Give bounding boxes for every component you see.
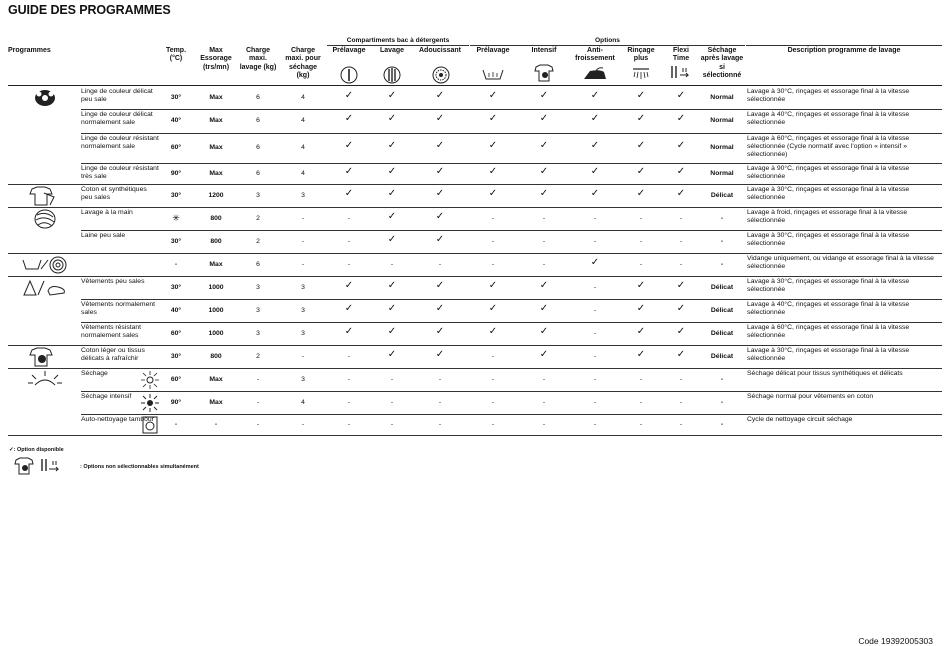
- cell-c3: -: [438, 420, 442, 428]
- cell-o3: -: [593, 283, 597, 291]
- cell-c2: -: [390, 375, 394, 383]
- cell-load: 3: [256, 191, 260, 199]
- check-icon: ✓: [539, 348, 549, 360]
- cell-after: -: [720, 260, 724, 268]
- cell-load: 6: [256, 260, 260, 268]
- cell-after: Normal: [710, 169, 734, 177]
- cell-after: Délicat: [710, 191, 734, 199]
- row-divider: [81, 276, 942, 277]
- check-icon: ✓: [387, 302, 397, 314]
- row-divider: [81, 133, 942, 134]
- tub-icon: [480, 64, 506, 84]
- row-divider: [81, 207, 942, 208]
- cell-spin: Max: [209, 117, 223, 124]
- row-divider: [81, 322, 942, 323]
- check-icon: ✓: [636, 279, 646, 291]
- cell-spin: 1000: [208, 283, 224, 291]
- check-icon: ✓: [387, 233, 397, 245]
- cell-after: -: [720, 214, 724, 222]
- check-icon: ✓: [539, 140, 549, 151]
- programme-description: Lavage à froid, rinçages et essorage final à la vitesse sélectionnée: [747, 209, 908, 224]
- cell-spin: Max: [209, 144, 223, 151]
- cell-o1: -: [491, 352, 495, 360]
- synthetics-icon: [20, 277, 70, 299]
- drying-sun-icon: [20, 369, 70, 391]
- row-divider: [81, 414, 942, 415]
- group-divider: [8, 207, 81, 208]
- programme-name: Lavage à la main: [81, 209, 133, 216]
- cell-o3: -: [593, 306, 597, 314]
- check-icon: ✓: [344, 302, 354, 314]
- cell-o1: -: [491, 237, 495, 245]
- header-intensive: Intensif: [531, 47, 557, 54]
- header-prewash-opt: Prélavage: [476, 47, 510, 54]
- cell-o4: -: [639, 420, 643, 428]
- cell-c3: -: [438, 375, 442, 383]
- check-icon: ✓: [590, 187, 600, 199]
- group-divider: [8, 345, 81, 346]
- drum-clean-icon: [140, 415, 160, 435]
- programme-description: Séchage délicat pour tissus synthétiques et délicats: [747, 370, 903, 377]
- cell-c1: -: [347, 214, 351, 222]
- drain-spin-icon: [20, 254, 70, 276]
- cell-load: -: [256, 420, 260, 428]
- cell-dry: 4: [301, 93, 305, 101]
- group-compartments: Compartiments bac à détergents: [346, 37, 450, 44]
- programme-description: Séchage normal pour vêtements en coton: [747, 393, 874, 400]
- check-icon: ✓: [387, 325, 397, 337]
- cell-o5: -: [679, 375, 683, 383]
- check-icon: ✓: [676, 325, 686, 337]
- cell-o5: -: [679, 214, 683, 222]
- check-icon: ✓: [488, 113, 498, 124]
- cell-o4: -: [639, 398, 643, 406]
- row-divider: [81, 163, 942, 164]
- cell-c2: -: [390, 260, 394, 268]
- cell-o2: -: [542, 420, 546, 428]
- cell-c1: -: [347, 398, 351, 406]
- check-icon: ✓: [676, 187, 686, 199]
- iron-icon: [582, 63, 608, 83]
- compartment-2-icon: [379, 65, 405, 85]
- cell-dry: 4: [301, 117, 305, 124]
- compartment-1-icon: [336, 65, 362, 85]
- check-icon: ✓: [676, 140, 686, 151]
- cell-spin: 1000: [208, 306, 224, 314]
- programme-description: Lavage à 30°C, rinçages et essorage final à la vitesse sélectionnée: [747, 88, 910, 103]
- cell-o4: -: [639, 375, 643, 383]
- cell-o4: -: [639, 260, 643, 268]
- programme-description: Lavage à 30°C, rinçages et essorage final à la vitesse sélectionnée: [747, 232, 910, 247]
- cell-c1: -: [347, 420, 351, 428]
- cell-o2: -: [542, 260, 546, 268]
- check-icon: ✓: [539, 302, 549, 314]
- group-divider: [8, 253, 81, 254]
- cell-spin: Max: [209, 260, 223, 268]
- cell-o3: -: [593, 329, 597, 337]
- cell-load: 6: [256, 93, 260, 101]
- header-programmes: Programmes: [8, 47, 51, 54]
- check-icon: ✓: [387, 187, 397, 199]
- cell-o1: -: [491, 398, 495, 406]
- cell-load: 6: [256, 144, 260, 151]
- cell-spin: Max: [209, 93, 223, 101]
- programme-name: Laine peu sale: [81, 232, 126, 239]
- cell-o3: -: [593, 214, 597, 222]
- header-flexi-time: Flexi Time: [672, 47, 690, 63]
- programme-description: Lavage à 40°C, rinçages et essorage final à la vitesse sélectionnée: [747, 111, 910, 126]
- cell-dry: 3: [301, 283, 305, 291]
- cell-dry: 4: [301, 398, 305, 406]
- cell-after: Normal: [710, 117, 734, 124]
- cell-after: Délicat: [710, 352, 734, 360]
- check-icon: ✓: [539, 165, 549, 177]
- check-icon: ✓: [344, 89, 354, 101]
- check-icon: ✓: [344, 187, 354, 199]
- check-icon: ✓: [636, 302, 646, 314]
- cell-load: 6: [256, 169, 260, 177]
- row-divider: [81, 391, 942, 392]
- check-icon: ✓: [590, 89, 600, 101]
- header-load-dry: Charge maxi. pour séchage (kg): [285, 47, 321, 80]
- check-icon: ✓: [435, 348, 445, 360]
- check-icon: ✓: [435, 325, 445, 337]
- programme-description: Lavage à 30°C, rinçages et essorage final à la vitesse sélectionnée: [747, 347, 910, 362]
- programme-name: Séchage: [81, 370, 108, 377]
- cell-temp: 30°: [170, 93, 182, 101]
- document-code: Code 19392005303: [858, 636, 933, 646]
- cell-spin: Max: [209, 398, 223, 406]
- header-divider: [8, 85, 942, 86]
- group-divider: [8, 184, 81, 185]
- check-icon: ✓: [488, 187, 498, 199]
- programme-description: Lavage à 60°C, rinçages et essorage final à la vitesse sélectionnée: [747, 324, 910, 339]
- cell-spin: -: [214, 420, 218, 428]
- check-icon: ✓: [344, 113, 354, 124]
- programme-description: Lavage à 40°C, rinçages et essorage final à la vitesse sélectionnée: [747, 301, 910, 316]
- check-icon: ✓: [636, 165, 646, 177]
- cell-after: Délicat: [710, 329, 734, 337]
- check-icon: ✓: [488, 140, 498, 151]
- group-divider: [8, 276, 81, 277]
- cell-o4: -: [639, 237, 643, 245]
- cell-temp: -: [162, 421, 190, 429]
- cell-o3: -: [593, 352, 597, 360]
- cell-c2: -: [390, 398, 394, 406]
- cell-o2: -: [542, 237, 546, 245]
- check-icon: ✓: [676, 89, 686, 101]
- cell-dry: -: [301, 214, 305, 222]
- cell-after: Délicat: [710, 283, 734, 291]
- group-divider: [8, 435, 81, 436]
- check-icon: ✓: [435, 233, 445, 245]
- cell-load: -: [256, 375, 260, 383]
- flexi-time-icon: [668, 63, 694, 83]
- programme-name: Linge de couleur délicat normalement sale: [81, 111, 153, 126]
- cell-dry: -: [301, 420, 305, 428]
- cell-spin: 1200: [208, 191, 224, 199]
- cell-o5: -: [679, 237, 683, 245]
- cell-o3: -: [593, 420, 597, 428]
- programme-description: Lavage à 30°C, rinçages et essorage final à la vitesse sélectionnée: [747, 278, 910, 293]
- header-max-spin: Max Essorage (trs/mn): [200, 47, 232, 71]
- check-icon: ✓: [636, 89, 646, 101]
- check-icon: ✓: [344, 279, 354, 291]
- programme-name: Auto-nettoyage tambour: [81, 416, 154, 423]
- check-icon: ✓: [636, 325, 646, 337]
- header-prewash-comp: Prélavage: [332, 47, 366, 54]
- header-dry-after: Séchage après lavage si sélectionné: [700, 47, 744, 80]
- wool-icon: [20, 208, 70, 230]
- header-temp: Temp. (°C): [165, 47, 187, 63]
- row-divider: [81, 368, 942, 369]
- cell-spin: 800: [210, 214, 222, 222]
- cell-after: Normal: [710, 144, 734, 151]
- row-divider: [81, 253, 942, 254]
- check-icon: ✓: [676, 279, 686, 291]
- header-description: Description programme de lavage: [787, 47, 901, 54]
- cell-temp: 60°: [170, 329, 182, 337]
- check-icon: ✓: [636, 348, 646, 360]
- cell-o1: -: [491, 420, 495, 428]
- cell-load: 2: [256, 352, 260, 360]
- group-divider: [8, 368, 81, 369]
- check-icon: ✓: [488, 89, 498, 101]
- cell-after: -: [720, 398, 724, 406]
- check-icon: ✓: [539, 89, 549, 101]
- cell-after: -: [720, 420, 724, 428]
- check-icon: ✓: [435, 89, 445, 101]
- programme-name: Séchage intensif: [81, 393, 132, 400]
- cell-c1: -: [347, 375, 351, 383]
- cell-o3: -: [593, 398, 597, 406]
- cell-temp: 60°: [170, 144, 182, 151]
- cell-c1: -: [347, 352, 351, 360]
- cell-c1: -: [347, 260, 351, 268]
- row-divider: [81, 109, 942, 110]
- softener-flower-icon: [428, 65, 454, 85]
- check-icon: ✓: [387, 279, 397, 291]
- cell-load: 6: [256, 117, 260, 124]
- drying-temp-icon: [140, 370, 160, 390]
- cell-load: 2: [256, 237, 260, 245]
- check-icon: ✓: [590, 256, 600, 268]
- cell-after: -: [720, 237, 724, 245]
- check-icon: ✓: [539, 113, 549, 124]
- cell-c2: -: [390, 420, 394, 428]
- cell-temp: 90°: [162, 399, 190, 407]
- cell-c3: -: [438, 260, 442, 268]
- header-load-wash: Charge maxi. lavage (kg): [239, 47, 277, 71]
- check-icon: ✓: [636, 140, 646, 151]
- check-icon: ✓: [676, 113, 686, 124]
- intensive-drying-temp-icon: [140, 393, 160, 413]
- footer-available: ✓: Option disponible: [9, 447, 64, 453]
- cell-after: -: [720, 375, 724, 383]
- check-icon: ✓: [590, 140, 600, 151]
- cell-dry: 4: [301, 144, 305, 151]
- check-icon: ✓: [435, 187, 445, 199]
- cell-temp: 30°: [170, 283, 182, 291]
- check-icon: ✓: [590, 113, 600, 124]
- programme-name: Linge de couleur résistant très sale: [81, 165, 159, 180]
- cell-spin: 1000: [208, 329, 224, 337]
- row-divider: [81, 230, 942, 231]
- cell-spin: 800: [210, 352, 222, 360]
- check-icon: ✓: [435, 140, 445, 151]
- programme-description: Lavage à 60°C, rinçages et essorage final à la vitesse sélectionnée (Cycle normatif avec l'option « intensif » sélectionnée): [747, 135, 910, 158]
- header-wash-comp: Lavage: [379, 47, 405, 54]
- check-icon: ✓: [435, 302, 445, 314]
- cell-temp: -: [174, 260, 178, 268]
- cell-temp: 90°: [170, 169, 182, 177]
- check-icon: ✓: [488, 302, 498, 314]
- check-icon: ✓: [387, 89, 397, 101]
- cell-load: 3: [256, 329, 260, 337]
- cell-o5: -: [679, 398, 683, 406]
- cell-spin: 800: [210, 237, 222, 245]
- check-icon: ✓: [344, 165, 354, 177]
- header-softener-comp: Adoucissant: [418, 47, 461, 54]
- cell-o3: -: [593, 237, 597, 245]
- cell-load: 3: [256, 283, 260, 291]
- cell-dry: 4: [301, 169, 305, 177]
- programme-description: Lavage à 90°C, rinçages et essorage final à la vitesse sélectionnée: [747, 165, 910, 180]
- programme-description: Lavage à 30°C, rinçages et essorage final à la vitesse sélectionnée: [747, 186, 910, 201]
- check-icon: ✓: [539, 187, 549, 199]
- footer-not-combinable: : Options non sélectionnables simultanément: [80, 464, 199, 470]
- check-icon: ✓: [435, 279, 445, 291]
- cell-o2: -: [542, 398, 546, 406]
- shower-icon: [628, 63, 654, 83]
- cell-c1: -: [347, 237, 351, 245]
- check-icon: ✓: [636, 113, 646, 124]
- cell-temp: ✳: [172, 212, 180, 223]
- cell-temp: 30°: [170, 191, 182, 199]
- cell-after: Délicat: [710, 306, 734, 314]
- check-icon: ✓: [387, 165, 397, 177]
- cell-dry: 3: [301, 306, 305, 314]
- cell-o4: -: [639, 214, 643, 222]
- check-icon: ✓: [435, 113, 445, 124]
- check-icon: ✓: [636, 187, 646, 199]
- check-icon: ✓: [488, 279, 498, 291]
- cell-load: 2: [256, 214, 260, 222]
- cell-load: -: [256, 398, 260, 406]
- group-options: Options: [595, 37, 620, 44]
- cell-o5: -: [679, 420, 683, 428]
- cell-o1: -: [491, 260, 495, 268]
- footer-intensive-flexi-icons: [14, 457, 64, 475]
- programme-name: Vêtements normalement sales: [81, 301, 156, 316]
- header-anti-crease: Anti-froissement: [575, 47, 615, 63]
- cell-after: Normal: [710, 93, 734, 101]
- programme-name: Vêtements résistant normalement sales: [81, 324, 142, 339]
- cell-spin: Max: [209, 375, 223, 383]
- row-divider: [81, 345, 942, 346]
- header-extra-rinse: Rinçage plus: [627, 47, 655, 63]
- programme-name: Vêtements peu sales: [81, 278, 145, 285]
- cell-c3: -: [438, 398, 442, 406]
- cell-temp: 40°: [170, 117, 182, 124]
- cotton-icon: [20, 87, 70, 109]
- cell-temp: 30°: [170, 237, 182, 245]
- check-icon: ✓: [676, 165, 686, 177]
- programme-name: Linge de couleur résistant normalement sale: [81, 135, 159, 150]
- refresh-icon: [20, 346, 70, 368]
- programme-name: Coton léger ou tissus délicats à rafraîchir: [81, 347, 145, 362]
- cell-temp: 40°: [170, 306, 182, 314]
- check-icon: ✓: [488, 325, 498, 337]
- check-icon: ✓: [676, 302, 686, 314]
- row-divider: [81, 184, 942, 185]
- cell-temp: 60°: [162, 376, 190, 384]
- cell-o2: -: [542, 214, 546, 222]
- cell-dry: -: [301, 237, 305, 245]
- programme-description: Cycle de nettoyage circuit séchage: [747, 416, 853, 423]
- cell-dry: 3: [301, 329, 305, 337]
- cell-dry: -: [301, 260, 305, 268]
- programme-name: Coton et synthétiques peu sales: [81, 186, 147, 201]
- cell-o2: -: [542, 375, 546, 383]
- check-icon: ✓: [344, 140, 354, 151]
- mixed-shirt-icon: [20, 185, 70, 207]
- check-icon: ✓: [539, 325, 549, 337]
- cell-o1: -: [491, 214, 495, 222]
- cell-spin: Max: [209, 169, 223, 177]
- programme-description: Vidange uniquement, ou vidange et essorage final à la vitesse sélectionnée: [747, 255, 934, 270]
- check-icon: ✓: [344, 325, 354, 337]
- row-divider: [8, 435, 942, 436]
- cell-load: 3: [256, 306, 260, 314]
- check-icon: ✓: [488, 165, 498, 177]
- cell-o1: -: [491, 375, 495, 383]
- cell-dry: 3: [301, 191, 305, 199]
- programme-name: Linge de couleur délicat peu sale: [81, 88, 153, 103]
- cell-dry: 3: [301, 375, 305, 383]
- check-icon: ✓: [539, 279, 549, 291]
- intensive-stain-icon: [531, 63, 557, 83]
- check-icon: ✓: [435, 210, 445, 222]
- check-icon: ✓: [387, 113, 397, 124]
- check-icon: ✓: [387, 348, 397, 360]
- row-divider: [81, 299, 942, 300]
- check-icon: ✓: [676, 348, 686, 360]
- check-icon: ✓: [387, 210, 397, 222]
- page-title: GUIDE DES PROGRAMMES: [8, 3, 171, 17]
- check-icon: ✓: [435, 165, 445, 177]
- check-icon: ✓: [387, 140, 397, 151]
- check-icon: ✓: [590, 165, 600, 177]
- cell-dry: -: [301, 352, 305, 360]
- cell-o3: -: [593, 375, 597, 383]
- cell-temp: 30°: [170, 352, 182, 360]
- cell-o5: -: [679, 260, 683, 268]
